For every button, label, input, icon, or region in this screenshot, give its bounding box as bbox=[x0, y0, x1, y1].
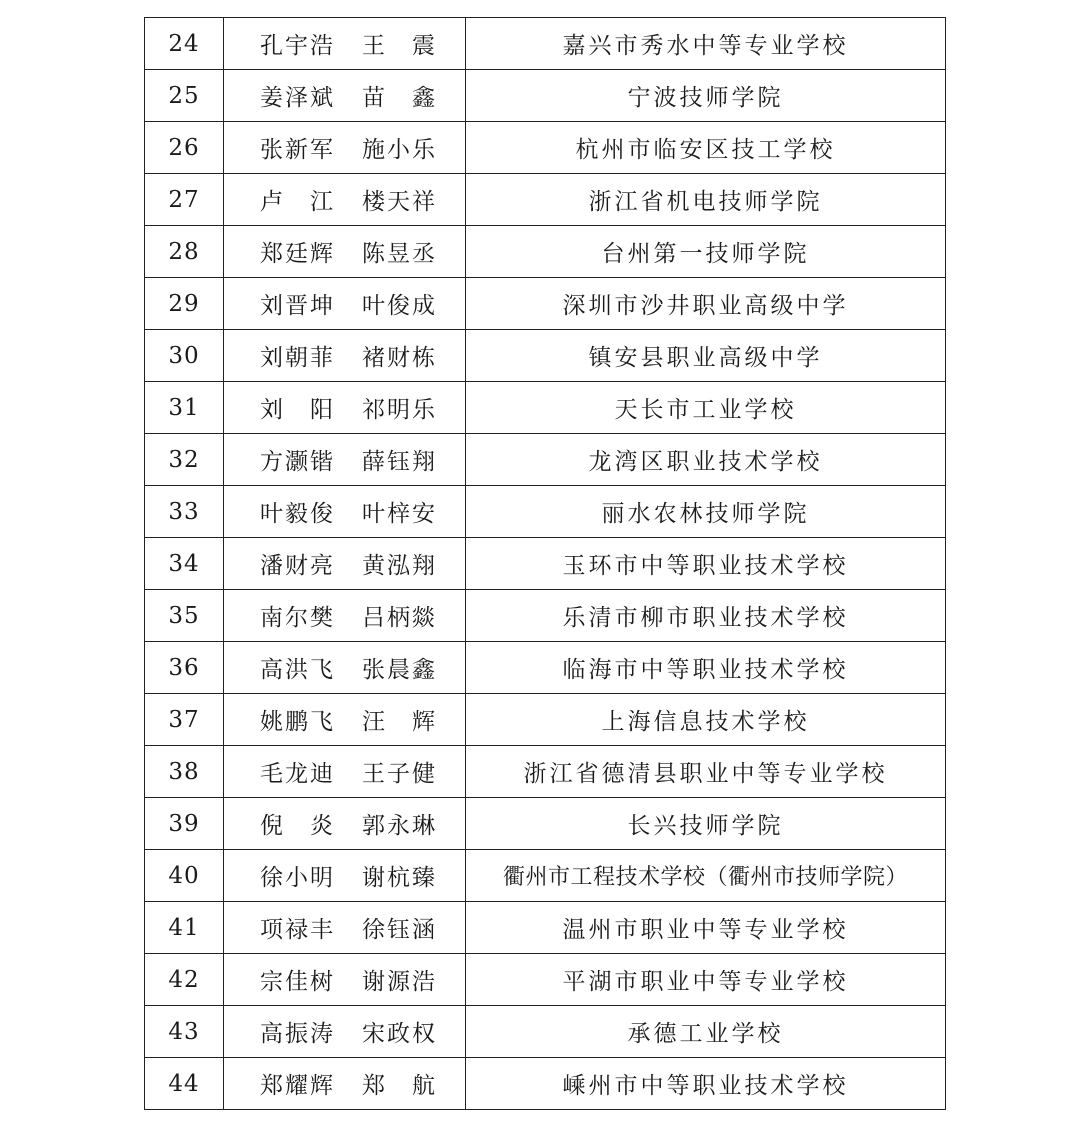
table-row bbox=[145, 902, 946, 954]
table-row bbox=[145, 382, 946, 434]
school-name: 台州第一技师学院 bbox=[466, 226, 946, 278]
member-name-2: 郑 航 bbox=[362, 1073, 437, 1099]
team-members bbox=[224, 330, 466, 382]
school-name: 嵊州市中等职业技术学校 bbox=[466, 1058, 946, 1110]
school-name: 浙江省德清县职业中等专业学校 bbox=[466, 746, 946, 798]
member-name-1: 南尔樊 bbox=[260, 605, 335, 631]
member-name-1: 潘财亮 bbox=[260, 553, 335, 579]
school-name: 杭州市临安区技工学校 bbox=[466, 122, 946, 174]
team-members bbox=[224, 1058, 466, 1110]
table-row bbox=[145, 642, 946, 694]
member-name-2: 郭永琳 bbox=[362, 813, 437, 839]
school-name: 丽水农林技师学院 bbox=[466, 486, 946, 538]
member-name-2: 叶梓安 bbox=[362, 501, 437, 527]
team-members bbox=[224, 278, 466, 330]
row-number: 38 bbox=[145, 746, 224, 798]
team-members bbox=[224, 70, 466, 122]
team-members bbox=[224, 434, 466, 486]
row-number: 28 bbox=[145, 226, 224, 278]
table-row bbox=[145, 1058, 946, 1110]
member-name-2: 褚财栋 bbox=[362, 345, 437, 371]
row-number: 41 bbox=[145, 902, 224, 954]
row-number: 25 bbox=[145, 70, 224, 122]
school-name: 宁波技师学院 bbox=[466, 70, 946, 122]
member-name-2: 黄泓翔 bbox=[362, 553, 437, 579]
member-name-1: 刘朝菲 bbox=[260, 345, 335, 371]
school-name: 平湖市职业中等专业学校 bbox=[466, 954, 946, 1006]
team-members bbox=[224, 694, 466, 746]
member-name-1: 刘 阳 bbox=[260, 397, 335, 423]
school-name: 浙江省机电技师学院 bbox=[466, 174, 946, 226]
table-row bbox=[145, 330, 946, 382]
row-number: 35 bbox=[145, 590, 224, 642]
table-row bbox=[145, 226, 946, 278]
school-name: 玉环市中等职业技术学校 bbox=[466, 538, 946, 590]
team-members bbox=[224, 174, 466, 226]
member-name-2: 施小乐 bbox=[362, 137, 437, 163]
member-name-1: 张新军 bbox=[260, 137, 335, 163]
team-members bbox=[224, 1006, 466, 1058]
member-name-2: 谢杭臻 bbox=[362, 865, 437, 891]
team-members bbox=[224, 850, 466, 902]
member-name-1: 高振涛 bbox=[260, 1021, 335, 1047]
member-name-1: 姚鹏飞 bbox=[260, 709, 335, 735]
school-name: 临海市中等职业技术学校 bbox=[466, 642, 946, 694]
row-number: 24 bbox=[145, 18, 224, 70]
member-name-1: 高洪飞 bbox=[260, 657, 335, 683]
team-members bbox=[224, 486, 466, 538]
table-row bbox=[145, 538, 946, 590]
school-name: 温州市职业中等专业学校 bbox=[466, 902, 946, 954]
school-name: 乐清市柳市职业技术学校 bbox=[466, 590, 946, 642]
table-row bbox=[145, 18, 946, 70]
table-row bbox=[145, 70, 946, 122]
member-name-2: 薛钰翔 bbox=[362, 449, 437, 475]
member-name-1: 孔宇浩 bbox=[260, 33, 335, 59]
member-name-2: 谢源浩 bbox=[362, 969, 437, 995]
row-number: 33 bbox=[145, 486, 224, 538]
row-number: 42 bbox=[145, 954, 224, 1006]
member-name-1: 郑廷辉 bbox=[260, 241, 335, 267]
member-name-1: 卢 江 bbox=[260, 189, 335, 215]
table-row bbox=[145, 746, 946, 798]
member-name-2: 汪 辉 bbox=[362, 709, 437, 735]
member-name-1: 毛龙迪 bbox=[260, 761, 335, 787]
member-name-2: 祁明乐 bbox=[362, 397, 437, 423]
winners-table bbox=[144, 17, 946, 1110]
school-name: 承德工业学校 bbox=[466, 1006, 946, 1058]
team-members bbox=[224, 122, 466, 174]
team-members bbox=[224, 590, 466, 642]
member-name-1: 方灏锴 bbox=[260, 449, 335, 475]
member-name-2: 宋政权 bbox=[362, 1021, 437, 1047]
school-name: 镇安县职业高级中学 bbox=[466, 330, 946, 382]
table-row bbox=[145, 694, 946, 746]
row-number: 30 bbox=[145, 330, 224, 382]
member-name-2: 叶俊成 bbox=[362, 293, 437, 319]
school-name: 深圳市沙井职业高级中学 bbox=[466, 278, 946, 330]
row-number: 39 bbox=[145, 798, 224, 850]
member-name-2: 王 震 bbox=[362, 33, 437, 59]
table-row bbox=[145, 798, 946, 850]
team-members bbox=[224, 18, 466, 70]
row-number: 43 bbox=[145, 1006, 224, 1058]
school-name: 嘉兴市秀水中等专业学校 bbox=[466, 18, 946, 70]
row-number: 29 bbox=[145, 278, 224, 330]
school-name: 上海信息技术学校 bbox=[466, 694, 946, 746]
table-body bbox=[145, 18, 946, 1110]
team-members bbox=[224, 382, 466, 434]
row-number: 40 bbox=[145, 850, 224, 902]
member-name-2: 徐钰涵 bbox=[362, 917, 437, 943]
school-name: 长兴技师学院 bbox=[466, 798, 946, 850]
table-row bbox=[145, 590, 946, 642]
school-name: 龙湾区职业技术学校 bbox=[466, 434, 946, 486]
member-name-1: 刘晋坤 bbox=[260, 293, 335, 319]
member-name-2: 吕柄燚 bbox=[362, 605, 437, 631]
team-members bbox=[224, 902, 466, 954]
member-name-1: 姜泽斌 bbox=[260, 85, 335, 111]
team-members bbox=[224, 746, 466, 798]
row-number: 34 bbox=[145, 538, 224, 590]
row-number: 44 bbox=[145, 1058, 224, 1110]
team-members bbox=[224, 642, 466, 694]
team-members bbox=[224, 538, 466, 590]
table-row bbox=[145, 1006, 946, 1058]
table-row bbox=[145, 434, 946, 486]
school-name: 天长市工业学校 bbox=[466, 382, 946, 434]
member-name-1: 项禄丰 bbox=[260, 917, 335, 943]
row-number: 32 bbox=[145, 434, 224, 486]
team-members bbox=[224, 954, 466, 1006]
member-name-1: 倪 炎 bbox=[260, 813, 335, 839]
member-name-1: 郑耀辉 bbox=[260, 1073, 335, 1099]
row-number: 37 bbox=[145, 694, 224, 746]
member-name-2: 王子健 bbox=[362, 761, 437, 787]
winners-table-container bbox=[144, 17, 946, 1110]
row-number: 36 bbox=[145, 642, 224, 694]
member-name-2: 张晨鑫 bbox=[362, 657, 437, 683]
member-name-1: 宗佳树 bbox=[260, 969, 335, 995]
row-number: 31 bbox=[145, 382, 224, 434]
member-name-2: 陈昱丞 bbox=[362, 241, 437, 267]
member-name-2: 苗 鑫 bbox=[362, 85, 437, 111]
table-row bbox=[145, 850, 946, 902]
member-name-1: 徐小明 bbox=[260, 865, 335, 891]
table-row bbox=[145, 174, 946, 226]
table-row bbox=[145, 122, 946, 174]
school-name: 衢州市工程技术学校（衢州市技师学院） bbox=[466, 850, 946, 902]
team-members bbox=[224, 226, 466, 278]
row-number: 26 bbox=[145, 122, 224, 174]
table-row bbox=[145, 278, 946, 330]
table-row bbox=[145, 954, 946, 1006]
table-row bbox=[145, 486, 946, 538]
team-members bbox=[224, 798, 466, 850]
member-name-2: 楼天祥 bbox=[362, 189, 437, 215]
row-number: 27 bbox=[145, 174, 224, 226]
member-name-1: 叶毅俊 bbox=[260, 501, 335, 527]
